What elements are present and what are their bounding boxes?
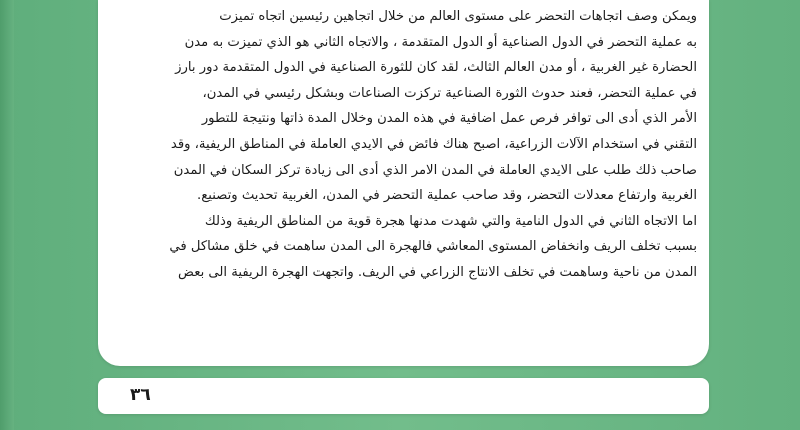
text-line: الأمر الذي أدى الى توافر فرص عمل اضافية في هذه المدن وخلال المدة ذاتها ونتيجة للتطور bbox=[201, 111, 697, 127]
text-line: صاحب ذلك طلب على الايدي العاملة في المدن الامر الذي أدى الى زيادة تركز السكان في المدن bbox=[173, 162, 697, 178]
text-line: ويمكن وصف اتجاهات التحضر على مستوى العالم من خلال اتجاهين رئيسين اتجاه تميزت bbox=[219, 9, 697, 24]
text-line: اما الاتجاه الثاني في الدول النامية والتي شهدت مدنها هجرة قوية من المناطق الريفية وذلك bbox=[204, 213, 697, 229]
text-line: التقني في استخدام الآلات الزراعية، اصبح هناك فائض في الايدي العاملة في المناطق الريفية، وقد bbox=[170, 136, 697, 152]
text-line: الحضارة غير الغربية ، أو مدن العالم الثالث، لقد كان للثورة الصناعية في الدول المتقدمة دور بارز bbox=[175, 60, 697, 76]
text-card bbox=[98, 0, 709, 366]
text-line: المدن من ناحية وساهمت في تخلف الانتاج الزراعي في الريف. واتجهت الهجرة الريفية الى بعض bbox=[178, 264, 697, 280]
text-line: به عملية التحضر في الدول الصناعية أو الدول المتقدمة ، والاتجاه الثاني هو الذي تميزت به مدن bbox=[184, 34, 697, 50]
text-line: في عملية التحضر، فعند حدوث الثورة الصناعية تركزت الصناعات وبشكل رئيسي في المدن، bbox=[202, 85, 697, 101]
page-edge bbox=[0, 0, 14, 430]
text-line: الغربية وارتفاع معدلات التحضر، وقد صاحب عملية التحضر في المدن، الغربية تحديث وتصنيع. bbox=[197, 188, 697, 204]
text-line: بسبب تخلف الريف وانخفاض المستوى المعاشي فالهجرة الى المدن ساهمت في خلق مشاكل في bbox=[169, 239, 697, 255]
body-text bbox=[106, 4, 697, 286]
page-number: ٣٦ bbox=[130, 385, 151, 405]
page-footer bbox=[98, 378, 709, 414]
